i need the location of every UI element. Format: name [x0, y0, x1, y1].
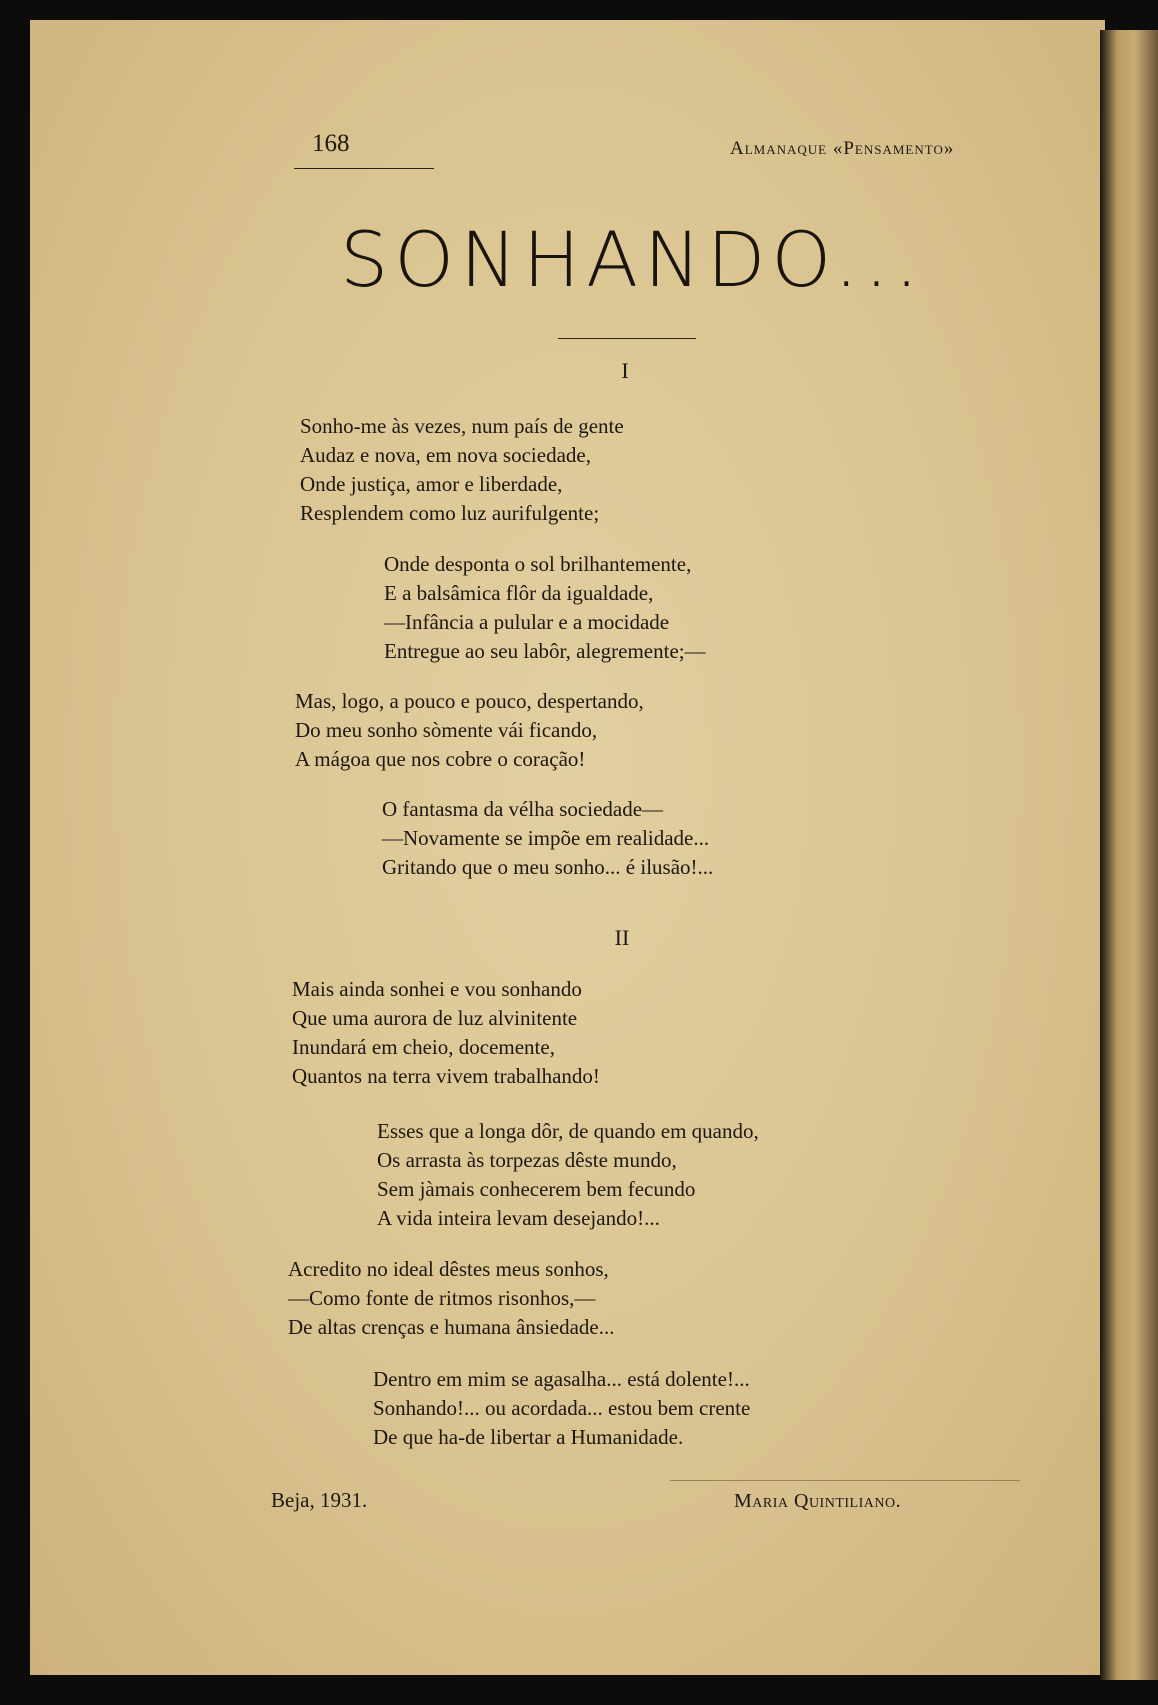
verse-line: —Novamente se impõe em realidade...: [382, 826, 710, 850]
section-label-i: I: [621, 358, 629, 383]
page-number: 168: [312, 130, 350, 157]
stanza-7: [288, 1255, 615, 1342]
verse-line: A mágoa que nos cobre o coração!: [295, 747, 586, 771]
verse-line: O fantasma da vélha sociedade—: [382, 797, 664, 821]
verse-line: Dentro em mim se agasalha... está dolente!...: [373, 1367, 750, 1391]
section-label-ii: II: [614, 925, 630, 950]
verse-line: Do meu sonho sòmente vái ficando,: [295, 718, 598, 742]
running-title: Almanaque «Pensamento»: [730, 138, 955, 159]
verse-line: Quantos na terra vivem trabalhando!: [292, 1064, 600, 1088]
verse-line: Esses que a longa dôr, de quando em quando,: [377, 1119, 759, 1143]
verse-line: Que uma aurora de luz alvinitente: [292, 1006, 578, 1030]
verse-line: —Como fonte de ritmos risonhos,—: [288, 1286, 596, 1310]
verse-line: Mais ainda sonhei e vou sonhando: [292, 977, 582, 1001]
verse-line: Mas, logo, a pouco e pouco, despertando,: [295, 689, 644, 713]
verse-line: E a balsâmica flôr da igualdade,: [384, 581, 654, 605]
verse-line: A vida inteira levam desejando!...: [377, 1206, 660, 1230]
stanza-5: [292, 975, 600, 1091]
stanza-1: [300, 412, 624, 528]
stanza-2: [384, 550, 706, 666]
book-spine-edge: [1100, 30, 1158, 1680]
stanza-3: [295, 687, 644, 774]
place-date: Beja, 1931.: [271, 1488, 368, 1512]
stanza-8: [373, 1365, 750, 1452]
stanza-6: [377, 1117, 759, 1233]
verse-line: Os arrasta às torpezas dêste mundo,: [377, 1148, 677, 1172]
stanza-4: [382, 795, 713, 882]
footer-rule: [670, 1480, 1020, 1481]
verse-line: Onde desponta o sol brilhantemente,: [384, 552, 692, 576]
verse-line: De que ha-de libertar a Humanidade.: [373, 1425, 684, 1449]
verse-line: Audaz e nova, em nova sociedade,: [300, 443, 591, 467]
verse-line: Inundará em cheio, docemente,: [292, 1035, 555, 1059]
title-rule: [558, 338, 696, 339]
book-page: [30, 20, 1105, 1675]
verse-line: Sem jàmais conhecerem bem fecundo: [377, 1177, 696, 1201]
author-signature: Maria Quintiliano.: [734, 1490, 902, 1512]
verse-line: Sonho-me às vezes, num país de gente: [300, 414, 624, 438]
verse-line: Entregue ao seu labôr, alegremente;—: [384, 639, 706, 663]
verse-line: Sonhando!... ou acordada... estou bem crente: [373, 1396, 751, 1420]
verse-line: Onde justiça, amor e liberdade,: [300, 472, 563, 496]
verse-line: Acredito no ideal dêstes meus sonhos,: [288, 1257, 609, 1281]
poem-title: SONHANDO...: [340, 215, 925, 304]
verse-line: De altas crenças e humana ânsiedade...: [288, 1315, 615, 1339]
verse-line: —Infância a pulular e a mocidade: [384, 610, 670, 634]
verse-line: Gritando que o meu sonho... é ilusão!...: [382, 855, 714, 879]
verse-line: Resplendem como luz aurifulgente;: [300, 501, 600, 525]
header-rule: [294, 168, 434, 169]
